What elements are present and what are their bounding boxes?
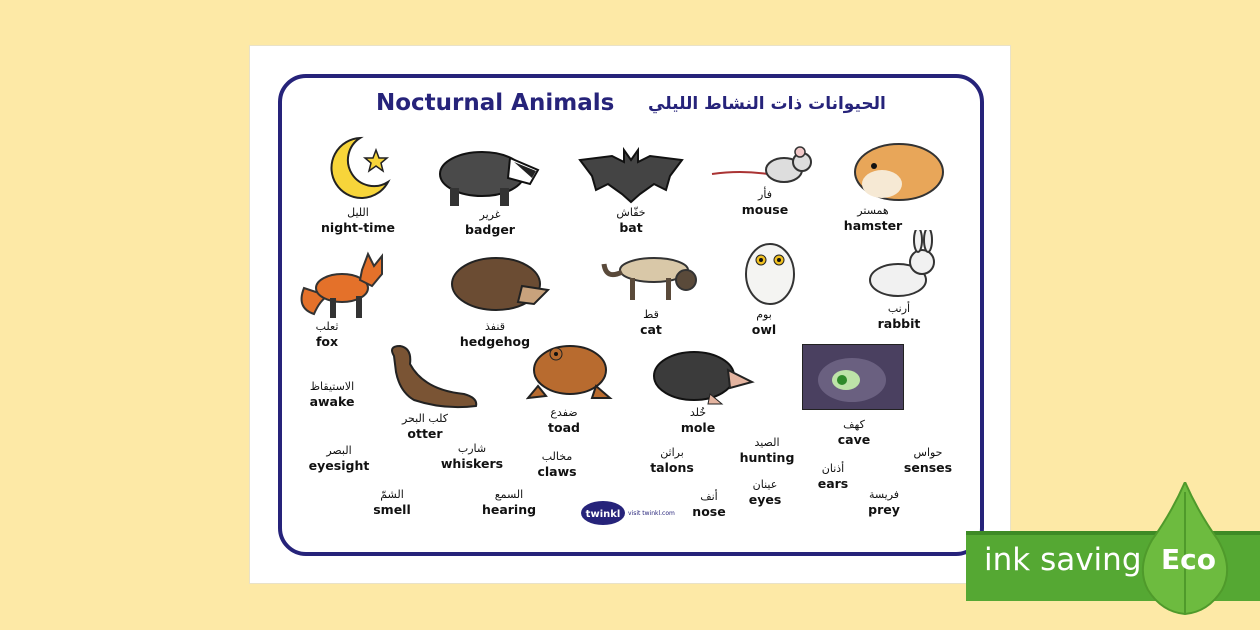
word-mouse <box>742 188 788 218</box>
otter-picture <box>384 342 480 412</box>
word-smell <box>373 488 411 518</box>
word-otter-english: otter <box>407 426 443 441</box>
word-night-time-english: night-time <box>321 220 395 235</box>
cat-picture <box>600 246 700 302</box>
word-talons <box>650 446 694 476</box>
word-prey-arabic: فريسة <box>868 488 900 501</box>
word-rabbit-arabic: أرنب <box>887 302 911 315</box>
word-cave-english: cave <box>837 432 871 447</box>
word-fox-arabic: ثعلب <box>315 320 339 333</box>
word-owl <box>752 308 776 338</box>
word-claws-english: claws <box>537 464 577 479</box>
word-night-time-arabic: الليل <box>347 206 369 219</box>
word-awake <box>310 380 355 410</box>
word-ears <box>818 462 849 492</box>
word-nose-arabic: أنف <box>700 490 718 503</box>
word-badger <box>465 208 515 238</box>
twinkl-logo-mark <box>580 500 626 526</box>
moon-star-picture <box>328 136 398 202</box>
word-badger-english: badger <box>465 222 515 237</box>
word-whiskers-english: whiskers <box>440 456 504 471</box>
cave-picture <box>802 344 904 410</box>
word-hamster <box>844 204 902 234</box>
word-bat-english: bat <box>619 220 643 235</box>
word-eyesight-arabic: البصر <box>326 444 352 457</box>
word-mat-sheet <box>250 46 1010 583</box>
word-toad-arabic: ضفدع <box>550 406 578 419</box>
word-eyesight <box>309 444 370 474</box>
word-hedgehog-english: hedgehog <box>459 334 531 349</box>
word-cave <box>838 418 870 448</box>
title-arabic: الحيوانات ذات النشاط الليلي <box>648 94 886 114</box>
word-otter <box>402 412 448 442</box>
word-eyes <box>749 478 782 508</box>
word-toad <box>548 406 580 436</box>
word-mole-arabic: خُلد <box>689 406 707 419</box>
word-toad-english: toad <box>548 420 580 435</box>
word-ears-arabic: أذنان <box>821 462 845 475</box>
word-mouse-english: mouse <box>741 202 789 217</box>
word-bat <box>616 206 645 236</box>
word-eyes-english: eyes <box>748 492 782 507</box>
word-nose-english: nose <box>692 504 726 519</box>
mole-picture <box>650 348 756 406</box>
word-bat-arabic: خفّاش <box>616 206 646 219</box>
word-eyes-arabic: عينان <box>752 478 778 491</box>
badger-picture <box>434 138 544 208</box>
owl-picture <box>742 236 798 306</box>
eco-banner-text: ink saving <box>984 542 1142 578</box>
word-night-time <box>321 206 395 236</box>
twinkl-logo-text: twinkl <box>585 509 621 520</box>
word-owl-arabic: بوم <box>756 308 772 321</box>
word-awake-english: awake <box>309 394 355 409</box>
word-rabbit <box>878 302 921 332</box>
word-claws <box>537 450 576 480</box>
word-hunting <box>740 436 795 466</box>
word-owl-english: owl <box>751 322 777 337</box>
word-senses-english: senses <box>903 460 953 475</box>
word-talons-english: talons <box>650 460 694 475</box>
word-mouse-arabic: فأر <box>758 188 772 201</box>
word-hunting-english: hunting <box>739 450 795 465</box>
word-otter-arabic: كلب البحر <box>401 412 449 425</box>
word-ears-english: ears <box>817 476 849 491</box>
word-cat-arabic: قط <box>643 308 659 321</box>
word-hearing <box>482 488 536 518</box>
word-rabbit-english: rabbit <box>877 316 921 331</box>
word-smell-english: smell <box>373 502 411 517</box>
word-cat <box>640 308 662 338</box>
word-hedgehog-arabic: قنفذ <box>485 320 505 333</box>
title-english: Nocturnal Animals <box>376 90 615 116</box>
word-prey <box>868 488 900 518</box>
word-smell-arabic: الشمّ <box>380 488 404 501</box>
word-cat-english: cat <box>640 322 662 337</box>
mouse-picture <box>710 144 816 188</box>
word-mole <box>681 406 715 436</box>
word-cave-arabic: كهف <box>843 418 865 431</box>
bat-picture <box>578 146 684 206</box>
word-hunting-arabic: الصيد <box>754 436 780 449</box>
hamster-picture <box>852 138 946 204</box>
twinkl-url[interactable]: visit twinkl.com <box>628 510 675 517</box>
word-badger-arabic: غرير <box>479 208 501 221</box>
word-prey-english: prey <box>868 502 900 517</box>
word-hedgehog <box>460 320 530 350</box>
word-whiskers <box>441 442 503 472</box>
rabbit-picture <box>864 230 944 300</box>
word-senses <box>904 446 952 476</box>
word-fox <box>316 320 339 350</box>
word-mole-english: mole <box>680 420 716 435</box>
word-senses-arabic: حواس <box>913 446 943 459</box>
word-talons-arabic: براثن <box>660 446 684 459</box>
twinkl-logo[interactable] <box>580 500 675 530</box>
word-fox-english: fox <box>315 334 339 349</box>
word-nose <box>692 490 725 520</box>
word-hearing-english: hearing <box>481 502 537 517</box>
word-hearing-arabic: السمع <box>494 488 524 501</box>
word-hamster-arabic: همستر <box>857 204 889 217</box>
fox-picture <box>294 248 390 320</box>
word-eyesight-english: eyesight <box>308 458 370 473</box>
eco-label: Eco <box>1161 543 1216 576</box>
word-whiskers-arabic: شارب <box>457 442 487 455</box>
word-claws-arabic: مخالب <box>541 450 573 463</box>
word-awake-arabic: الاستيقاظ <box>309 380 355 393</box>
toad-picture <box>526 336 614 402</box>
word-hamster-english: hamster <box>843 218 903 233</box>
hedgehog-picture <box>450 250 550 314</box>
